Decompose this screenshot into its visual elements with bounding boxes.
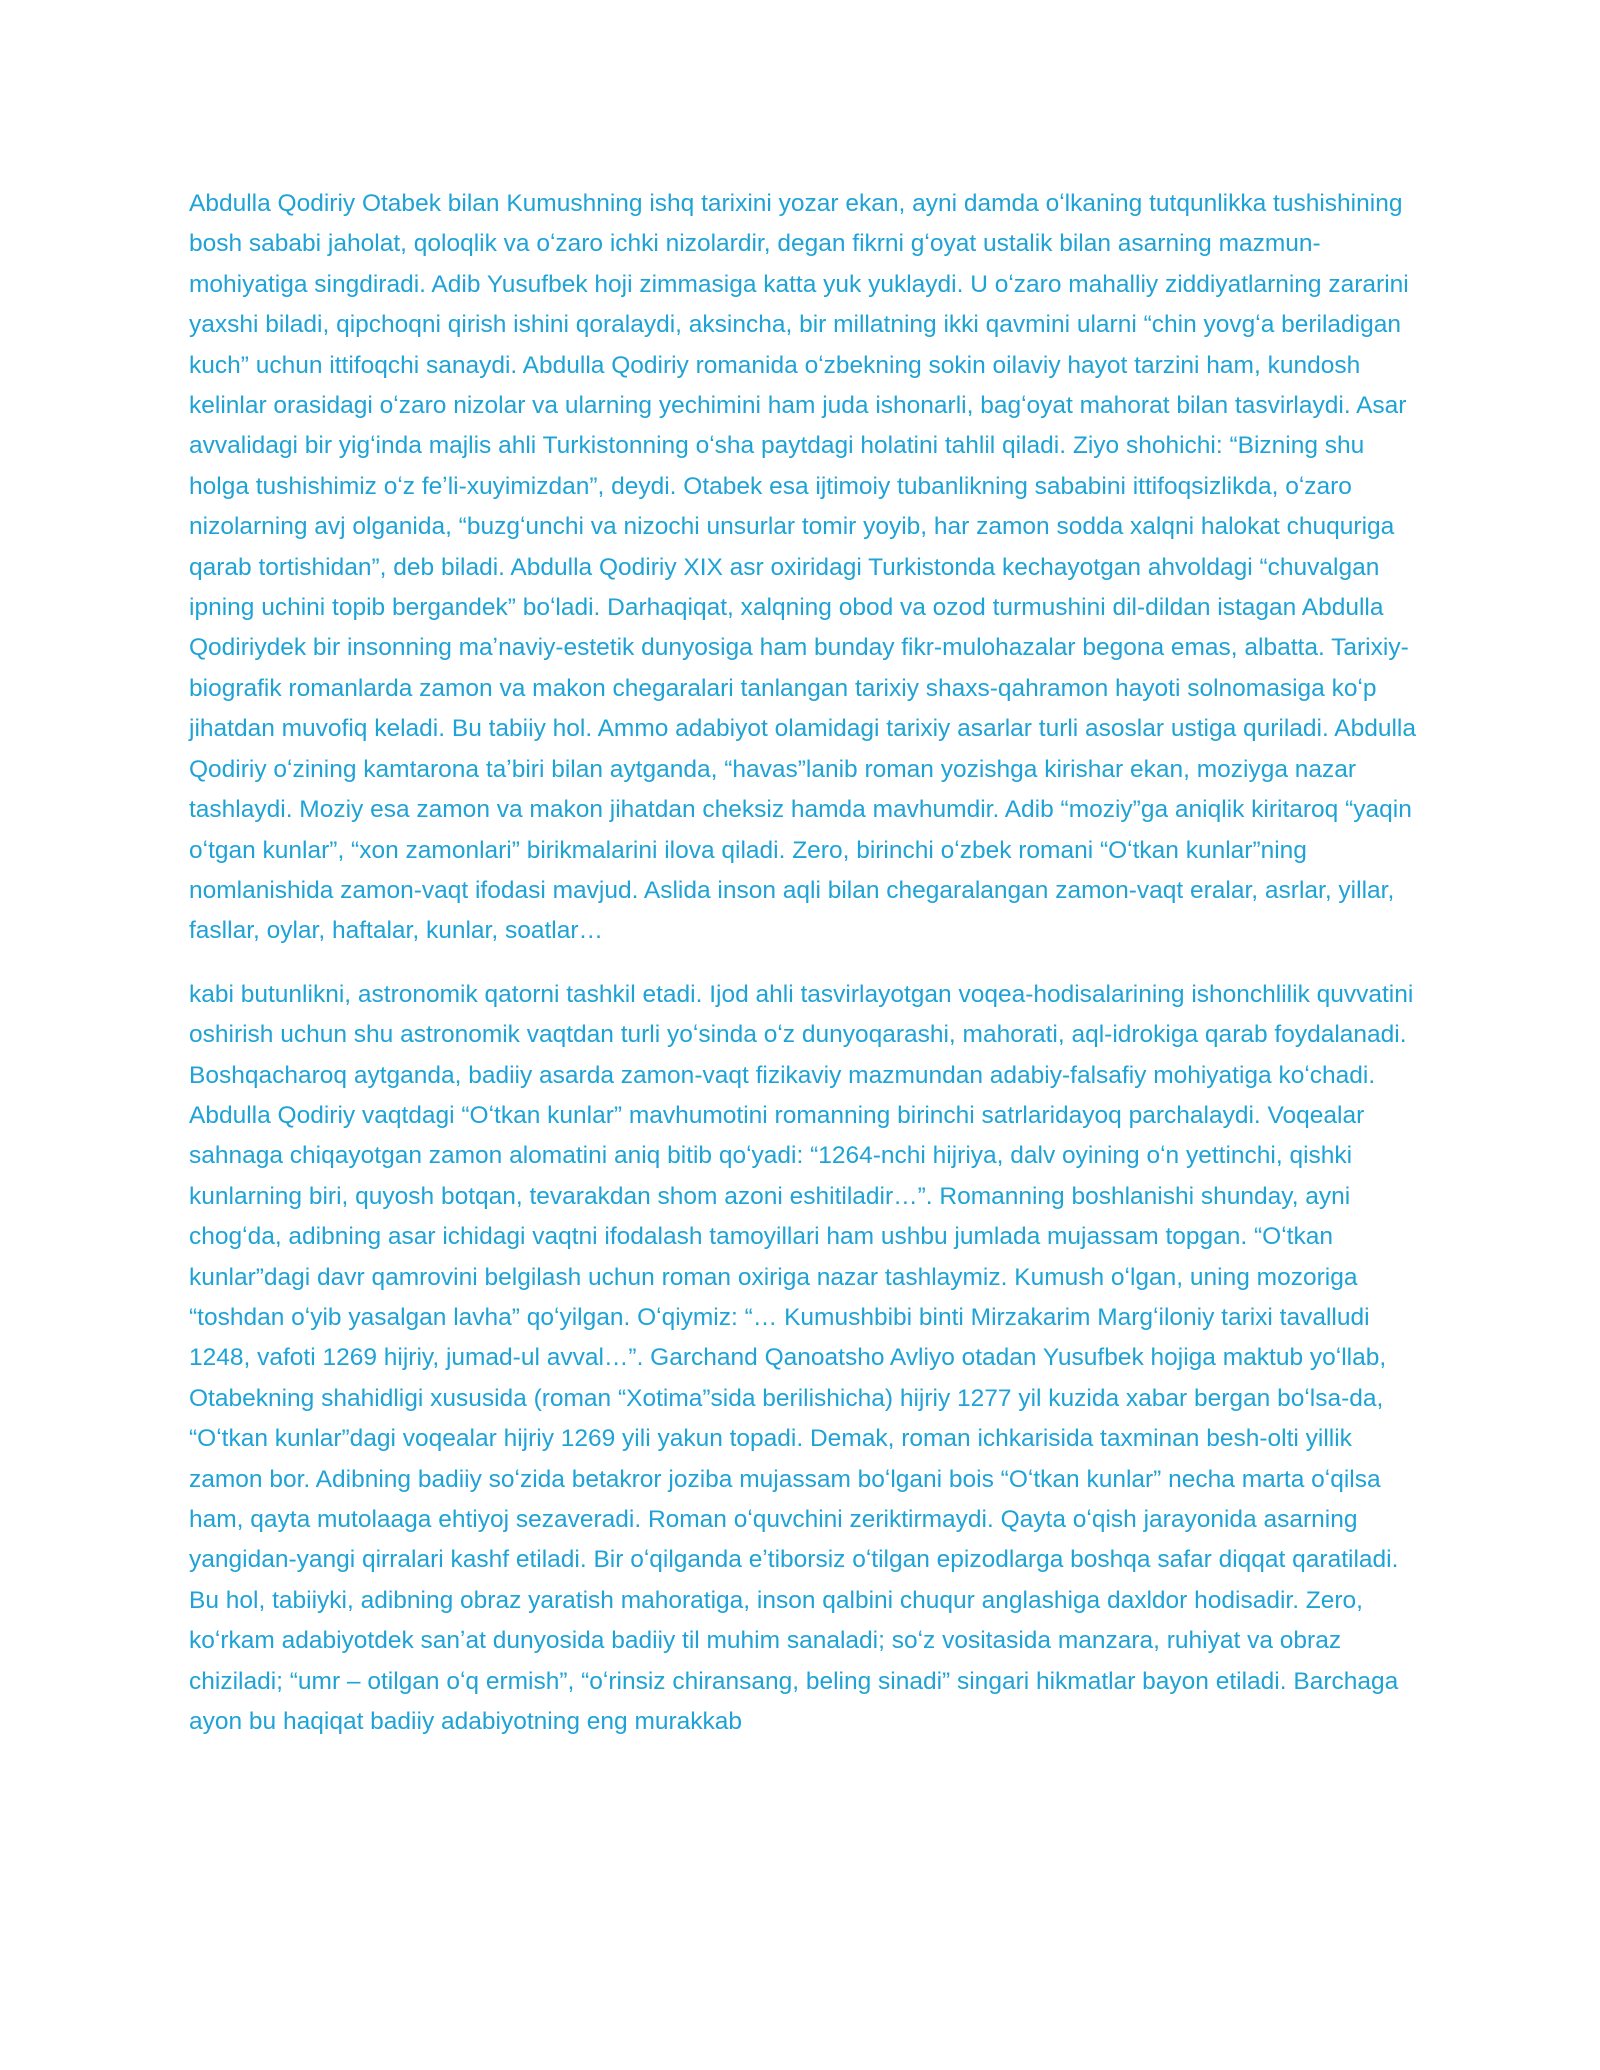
paragraph-2: kabi butunlikni, astronomik qatorni tashkil etadi. Ijod ahli tasvirlayotgan voqea-hodisalarining ishonchlilik quvvatini oshirish uchun shu astronomik vaqtdan turli yoʻsinda oʻz dunyoqarashi, mahorati, aql-idrokiga qarab foydalanadi. Boshqacharoq aytganda, badiiy asarda zamon-vaqt fizikaviy mazmundan adabiy-falsafiy mohiyatiga koʻchadi. Abdulla Qodiriy vaqtdagi “Oʻtkan kunlar” mavhumotini romanning birinchi satrlaridayoq parchalaydi. Voqealar sahnaga chiqayotgan zamon alomatini aniq bitib qoʻyadi: “1264-nchi hijriya, dalv oyining oʻn yettinchi, qishki kunlarning biri, quyosh botqan, tevarakdan shom azoni eshitiladir…”. Romanning boshlanishi shunday, ayni chogʻda, adibning asar ichidagi vaqtni ifodalash tamoyillari ham ushbu jumlada mujassam topgan. “Oʻtkan kunlar”dagi davr qamrovini belgilash uchun roman oxiriga nazar tashlaymiz. Kumush oʻlgan, uning mozoriga “toshdan oʻyib yasalgan lavha” qoʻyilgan. Oʻqiymiz: “… Kumushbibi binti Mirzakarim Margʻiloniy tarixi tavalludi 1248, vafoti 1269 hijriy, jumad-ul avval…”. Garchand Qanoatsho Avliyo otadan Yusufbek hojiga maktub yoʻllab, Otabekning shahidligi xususida (roman “Xotima”sida berilishicha) hijriy 1277 yil kuzida xabar bergan boʻlsa-da, “Oʻtkan kunlar”dagi voqealar hijriy 1269 yili yakun topadi. Demak, roman ichkarisida taxminan besh-olti yillik zamon bor. Adibning badiiy soʻzida betakror joziba mujassam boʻlgani bois “Oʻtkan kunlar” necha marta oʻqilsa ham, qayta mutolaaga ehtiyoj sezaveradi. Roman oʻquvchini zeriktirmaydi. Qayta oʻqish jarayonida asarning yangidan-yangi qirralari kashf etiladi. Bir oʻqilganda eʼtiborsiz oʻtilgan epizodlarga boshqa safar diqqat qaratiladi. Bu hol, tabiiyki, adibning obraz yaratish mahoratiga, inson qalbini chuqur anglashiga daxldor hodisadir. Zero, koʻrkam adabiyotdek sanʼat dunyosida badiiy til muhim sanaladi; soʻz vositasida manzara, ruhiyat va obraz chiziladi; “umr – otilgan oʻq ermish”, “oʻrinsiz chiransang, beling sinadi” singari hikmatlar bayon etiladi. Barchaga ayon bu haqiqat badiiy adabiyotning eng murakkab xyxy=(189,980,1414,1736)
document-body xyxy=(189,184,1425,1742)
paragraph-1: Abdulla Qodiriy Otabek bilan Kumushning ishq tarixini yozar ekan, ayni damda oʻlkaning tutqunlikka tushishining bosh sababi jaholat, qoloqlik va oʻzaro ichki nizolardir, degan fikrni gʻoyat ustalik bilan asarning mazmun-mohiyatiga singdiradi. Adib Yusufbek hoji zimmasiga katta yuk yuklaydi. U oʻzaro mahalliy ziddiyatlarning zararini yaxshi biladi, qipchoqni qirish ishini qoralaydi, aksincha, bir millatning ikki qavmini ularni “chin yovgʻa beriladigan kuch” uchun ittifoqchi sanaydi. Abdulla Qodiriy romanida oʻzbekning sokin oilaviy hayot tarzini ham, kundosh kelinlar orasidagi oʻzaro nizolar va ularning yechimini ham juda ishonarli, bagʻoyat mahorat bilan tasvirlaydi. Asar avvalidagi bir yigʻinda majlis ahli Turkistonning oʻsha paytdagi holatini tahlil qiladi. Ziyo shohichi: “Bizning shu holga tushishimiz oʻz feʼli-xuyimizdan”, deydi. Otabek esa ijtimoiy tubanlikning sababini ittifoqsizlikda, oʻzaro nizolarning avj olganida, “buzgʻunchi va nizochi unsurlar tomir yoyib, har zamon sodda xalqni halokat chuquriga qarab tortishidan”, deb biladi. Abdulla Qodiriy XIX asr oxiridagi Turkistonda kechayotgan ahvoldagi “chuvalgan ipning uchini topib bergandek” boʻladi. Darhaqiqat, xalqning obod va ozod turmushini dil-dildan istagan Abdulla Qodiriydek bir insonning maʼnaviy-estetik dunyosiga ham bunday fikr-mulohazalar begona emas, albatta. Tarixiy-biografik romanlarda zamon va makon chegaralari tanlangan tarixiy shaxs-qahramon hayoti solnomasiga koʻp jihatdan muvofiq keladi. Bu tabiiy hol. Ammo adabiyot olamidagi tarixiy asarlar turli asoslar ustiga quriladi. Abdulla Qodiriy oʻzining kamtarona taʼbiri bilan aytganda, “havas”lanib roman yozishga kirishar ekan, moziyga nazar tashlaydi. Moziy esa zamon va makon jihatdan cheksiz hamda mavhumdir. Adib “moziy”ga aniqlik kiritaroq “yaqin oʻtgan kunlar”, “xon zamonlari” birikmalarini ilova qiladi. Zero, birinchi oʻzbek romani “Oʻtkan kunlar”ning nomlanishida zamon-vaqt ifodasi mavjud. Aslida inson aqli bilan chegaralangan zamon-vaqt eralar, asrlar, yillar, fasllar, oylar, haftalar, kunlar, soatlar… xyxy=(189,190,1416,945)
